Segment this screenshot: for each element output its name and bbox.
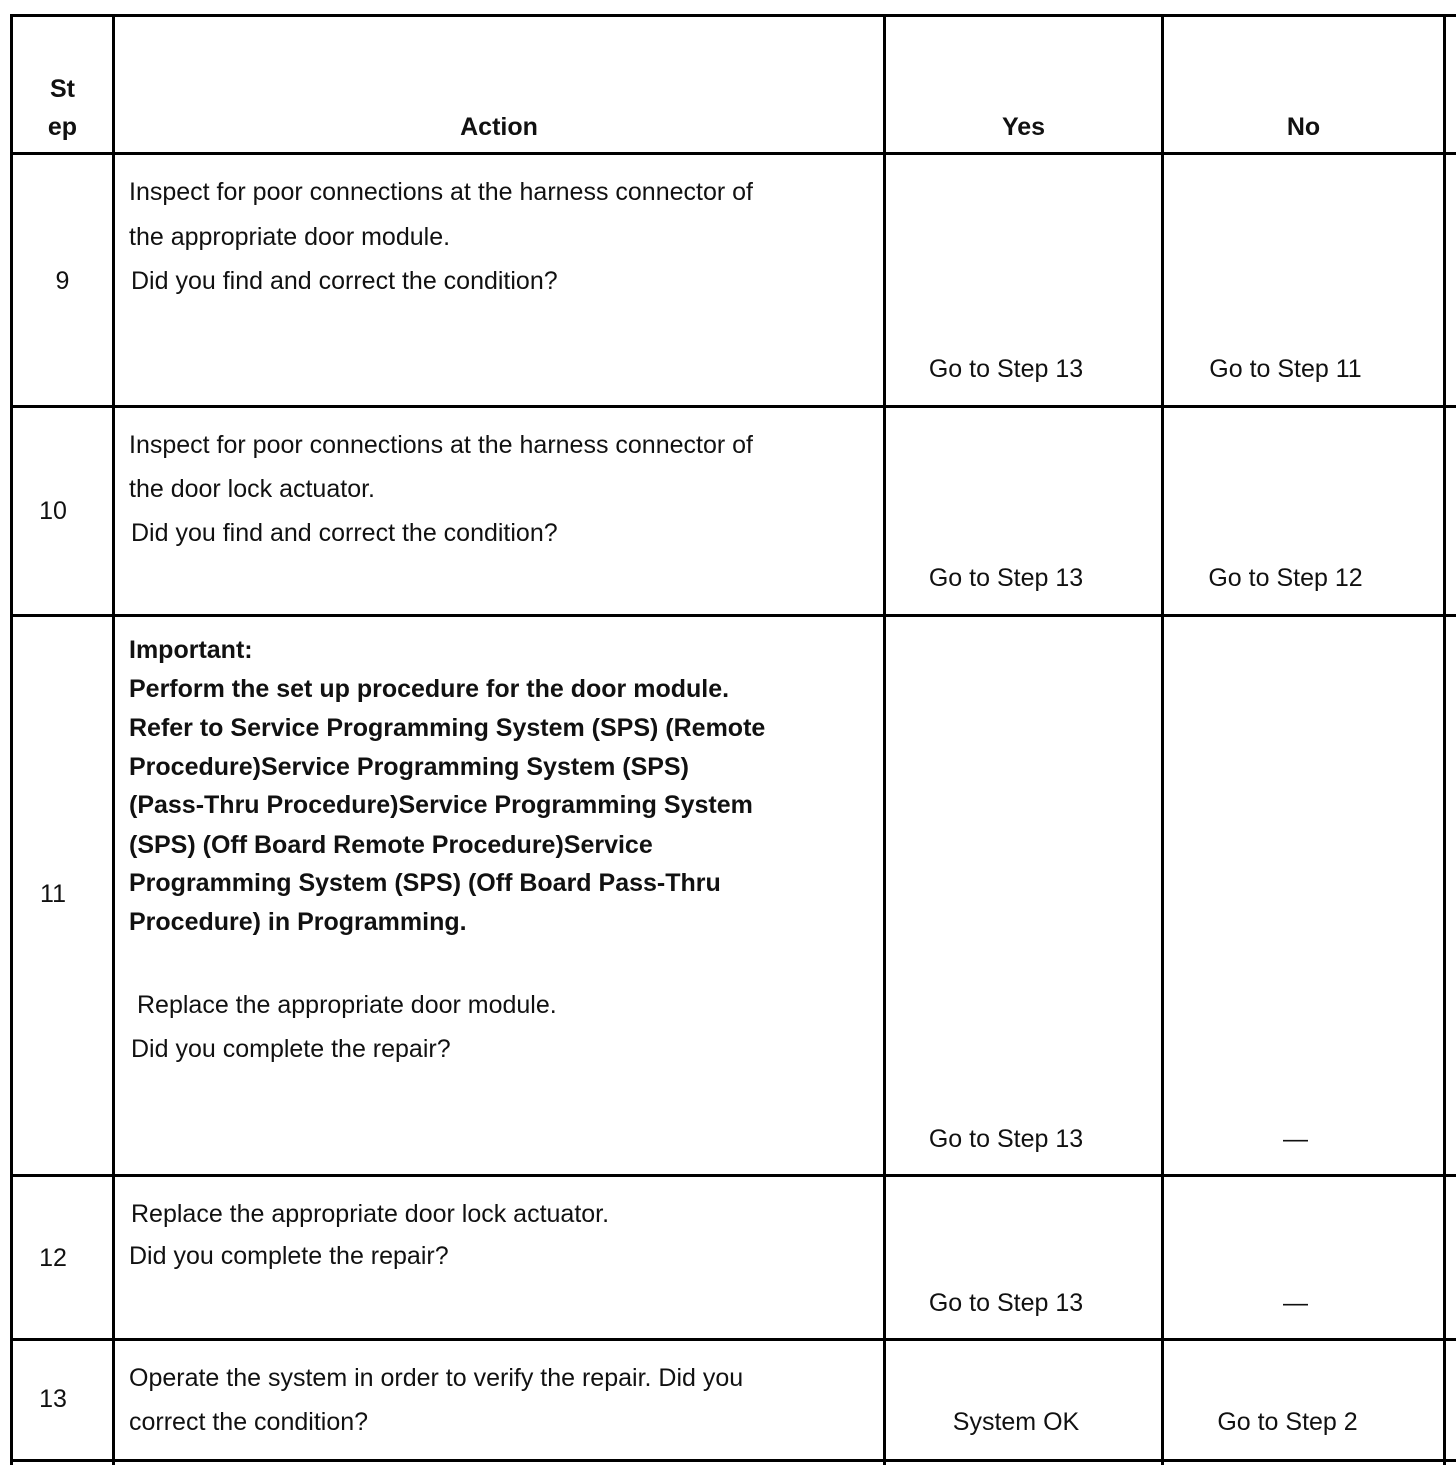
important-text: Procedure) in Programming. (129, 908, 467, 936)
column-divider (1161, 14, 1164, 1465)
action-text: Operate the system in order to verify the repair. Did you (129, 1364, 744, 1392)
action-text: the door lock actuator. (129, 475, 375, 503)
column-divider (1443, 14, 1446, 1465)
action-text: correct the condition? (129, 1408, 369, 1436)
step-number: 11 (40, 880, 66, 908)
row-divider (10, 1459, 1456, 1462)
important-text: (Pass-Thru Procedure)Service Programming System (129, 791, 753, 819)
no-result: Go to Step 12 (1208, 564, 1363, 592)
important-text: (SPS) (Off Board Remote Procedure)Service (129, 831, 653, 859)
important-label: Important: (129, 636, 253, 664)
action-text: the appropriate door module. (129, 223, 451, 251)
no-result: Go to Step 11 (1209, 355, 1362, 383)
no-result: — (1283, 1289, 1308, 1317)
yes-result: Go to Step 13 (928, 1289, 1084, 1317)
row-divider (10, 405, 1456, 408)
row-divider (10, 152, 1456, 155)
row-divider (10, 14, 1456, 17)
step-number: 9 (55, 267, 70, 295)
no-result: Go to Step 2 (1217, 1408, 1358, 1436)
header-yes: Yes (1001, 113, 1046, 141)
important-text: Refer to Service Programming System (SPS) (Remote (129, 714, 766, 742)
column-divider (883, 14, 886, 1465)
important-text: Procedure)Service Programming System (SPS) (129, 753, 689, 781)
action-text: Replace the appropriate door module. (137, 991, 557, 1019)
action-text: Did you complete the repair? (131, 1035, 451, 1063)
row-divider (10, 614, 1456, 617)
row-divider (10, 1174, 1456, 1177)
action-text: Did you find and correct the condition? (131, 519, 558, 547)
header-no: No (1286, 113, 1321, 141)
yes-result: Go to Step 13 (928, 1125, 1084, 1153)
column-divider (112, 14, 115, 1465)
step-number: 12 (39, 1244, 67, 1272)
action-text: Inspect for poor connections at the harness connector of (129, 178, 753, 206)
header-step-line-1: St (50, 75, 75, 103)
header-action: Action (460, 113, 538, 141)
yes-result: Go to Step 13 (928, 564, 1084, 592)
step-number: 13 (39, 1385, 67, 1413)
header-step-line-2: ep (47, 113, 78, 141)
action-text: Did you find and correct the condition? (131, 267, 558, 295)
action-text: Did you complete the repair? (129, 1242, 449, 1270)
yes-result: System OK (952, 1408, 1080, 1436)
important-text: Perform the set up procedure for the door module. (129, 675, 730, 703)
step-number: 10 (39, 497, 67, 525)
row-divider (10, 1338, 1456, 1341)
important-text: Programming System (SPS) (Off Board Pass-Thru (129, 869, 721, 897)
yes-result: Go to Step 13 (928, 355, 1084, 383)
action-text: Inspect for poor connections at the harness connector of (129, 431, 753, 459)
no-result: — (1283, 1125, 1308, 1153)
action-text: Replace the appropriate door lock actuator. (131, 1200, 610, 1228)
